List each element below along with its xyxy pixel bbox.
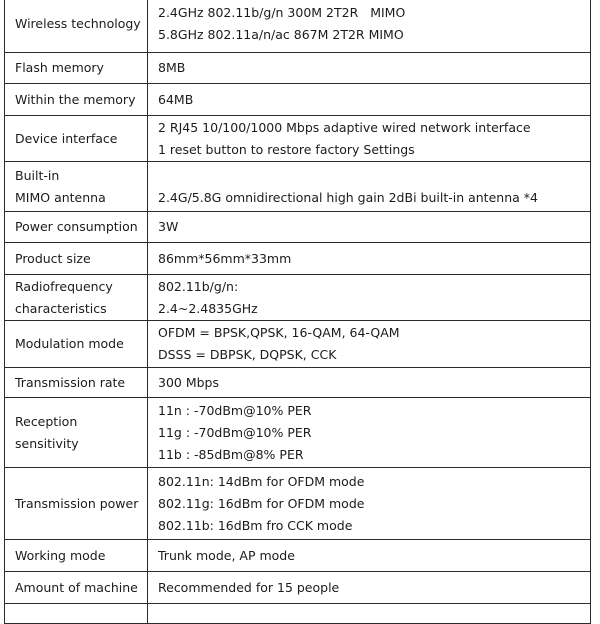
spec-value: [148, 212, 591, 243]
spec-value-text: DSSS = DBPSK, DQPSK, CCK: [158, 347, 337, 362]
table-row: [5, 572, 591, 604]
spec-value-text: 802.11b/g/n:: [158, 278, 239, 294]
spec-label-text: Wireless technology: [15, 15, 141, 31]
spec-label-text: MIMO antenna: [15, 189, 106, 205]
spec-value-text: 2 RJ45 10/100/1000 Mbps adaptive wired network interface: [158, 119, 531, 135]
spec-value: [148, 243, 591, 275]
table-row: [5, 604, 591, 624]
spec-value-text: 86mm*56mm*33mm: [158, 250, 292, 266]
spec-value: [148, 53, 591, 84]
table-row: [5, 116, 591, 162]
spec-value-text: OFDM = BPSK,QPSK, 16-QAM, 64-QAM: [158, 325, 400, 340]
spec-label-text: sensitivity: [15, 435, 79, 451]
spec-label: [5, 212, 148, 243]
spec-label-text: Transmission rate: [15, 374, 126, 390]
spec-label: [5, 243, 148, 275]
spec-value: [148, 275, 591, 321]
spec-label-text: Reception: [15, 413, 78, 429]
spec-label-text: Power consumption: [15, 219, 138, 234]
spec-label-text: Within the memory: [15, 91, 136, 107]
spec-label-text: Product size: [15, 250, 91, 266]
spec-label: [5, 321, 148, 368]
spec-value: [148, 572, 591, 604]
spec-value: [148, 321, 591, 368]
table-row: [5, 368, 591, 398]
spec-label: [5, 162, 148, 212]
spec-value-text: 2.4~2.4835GHz: [158, 300, 258, 316]
spec-value-text: 8MB: [158, 60, 186, 75]
spec-value-text: 802.11n: 14dBm for OFDM mode: [158, 473, 365, 489]
spec-value: [148, 162, 591, 212]
spec-value-text: Recommended for 15 people: [158, 579, 340, 595]
spec-label-text: Modulation mode: [15, 336, 124, 351]
table-row: [5, 212, 591, 243]
spec-table: [4, 0, 591, 624]
spec-value-text: 1 reset button to restore factory Settings: [158, 141, 415, 157]
table-row: [5, 53, 591, 84]
spec-label: [5, 572, 148, 604]
table-row: [5, 84, 591, 116]
spec-label-text: Working mode: [15, 547, 106, 563]
spec-label: [5, 84, 148, 116]
spec-value-text: 11b : -85dBm@8% PER: [158, 446, 304, 462]
spec-label-text: Radiofrequency: [15, 278, 113, 294]
spec-label-text: Flash memory: [15, 60, 104, 75]
spec-label: [5, 368, 148, 398]
table-row: [5, 162, 591, 212]
table-row: [5, 398, 591, 468]
spec-value: [148, 540, 591, 572]
spec-label: [5, 275, 148, 321]
table-row: [5, 468, 591, 540]
spec-label: [5, 540, 148, 572]
spec-label: [5, 604, 148, 624]
table-row: [5, 0, 591, 53]
spec-value: [148, 398, 591, 468]
spec-value-text: 802.11b: 16dBm fro CCK mode: [158, 517, 353, 533]
spec-value-text: 5.8GHz 802.11a/n/ac 867M 2T2R MIMO: [158, 26, 404, 42]
spec-value-text: 2.4GHz 802.11b/g/n 300M 2T2R MIMO: [158, 4, 406, 20]
spec-value: [148, 0, 591, 53]
spec-label: [5, 116, 148, 162]
spec-value: [148, 116, 591, 162]
spec-value-text: 802.11g: 16dBm for OFDM mode: [158, 495, 365, 511]
spec-value-text: 3W: [158, 219, 179, 234]
table-row: [5, 275, 591, 321]
table-row: [5, 540, 591, 572]
spec-value-text: 64MB: [158, 91, 194, 107]
spec-label: [5, 468, 148, 540]
spec-value-text: 300 Mbps: [158, 374, 219, 390]
spec-label: [5, 0, 148, 53]
spec-label-text: Amount of machine: [15, 579, 138, 595]
table-row: [5, 243, 591, 275]
spec-label-text: Transmission power: [15, 495, 139, 511]
spec-value: [148, 368, 591, 398]
spec-label-text: Device interface: [15, 130, 118, 146]
spec-value-text: 2.4G/5.8G omnidirectional high gain 2dBi built-in antenna *4: [158, 189, 538, 205]
spec-value: [148, 468, 591, 540]
spec-value-text: Trunk mode, AP mode: [158, 547, 295, 563]
spec-label: [5, 398, 148, 468]
table-row: [5, 321, 591, 368]
spec-label-text: Built-in: [15, 167, 60, 183]
spec-label: [5, 53, 148, 84]
spec-value: [148, 604, 591, 624]
spec-value-text: 11n : -70dBm@10% PER: [158, 402, 312, 418]
spec-value: [148, 84, 591, 116]
spec-label-text: characteristics: [15, 300, 107, 316]
spec-value-text: 11g : -70dBm@10% PER: [158, 424, 312, 440]
